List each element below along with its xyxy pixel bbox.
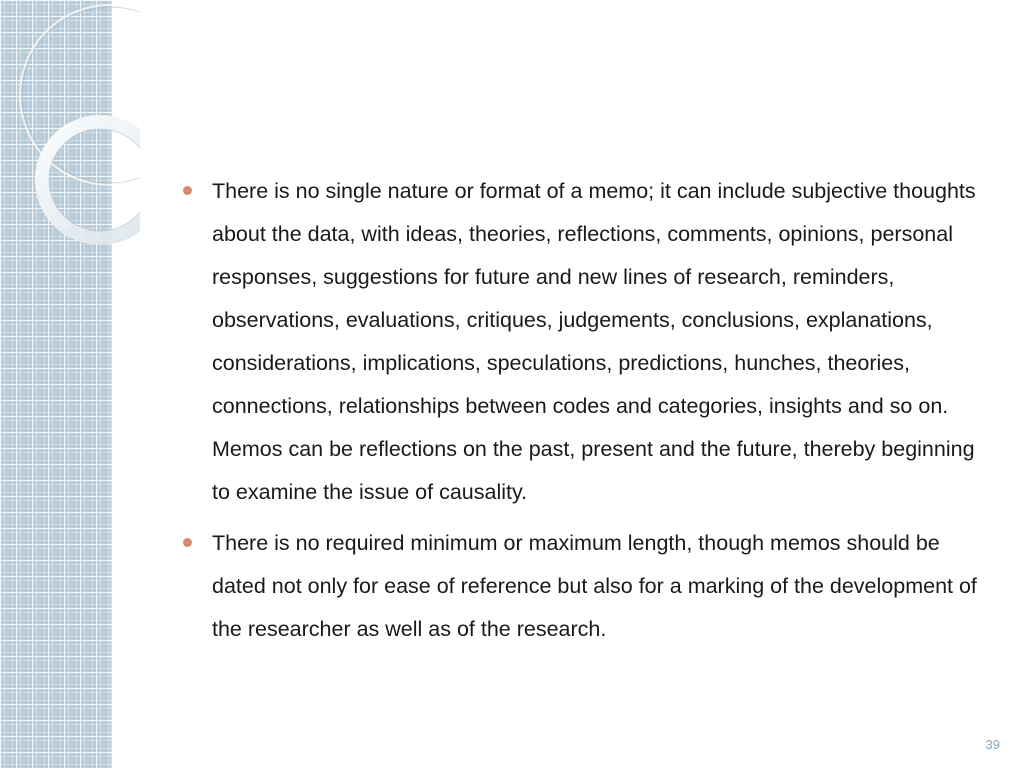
bullet-text: There is no required minimum or maximum length, though memos should be dated not only for ease of reference but also for a marking of the development of the researcher as well as of the research. xyxy=(212,531,977,641)
bullet-item xyxy=(180,170,995,514)
bullet-list xyxy=(180,170,995,651)
bullet-item xyxy=(180,522,995,651)
bullet-dot-icon xyxy=(183,186,192,195)
slide-content xyxy=(180,170,995,659)
page-number: 39 xyxy=(985,737,1000,752)
bullet-dot-icon xyxy=(183,538,192,547)
decorative-grid-band xyxy=(0,0,113,768)
bullet-text: There is no single nature or format of a memo; it can include subjective thoughts about the data, with ideas, theories, reflections, comments, opinions, personal responses, suggestions for future and new lines of research, reminders, observations, evaluations, critiques, judgements, conclusions, explanations, considerations, implications, speculations, predictions, hunches, theories, connections, relationships between codes and categories, insights and so on. Memos can be reflections on the past, present and the future, thereby beginning to examine the issue of causality. xyxy=(212,179,976,504)
